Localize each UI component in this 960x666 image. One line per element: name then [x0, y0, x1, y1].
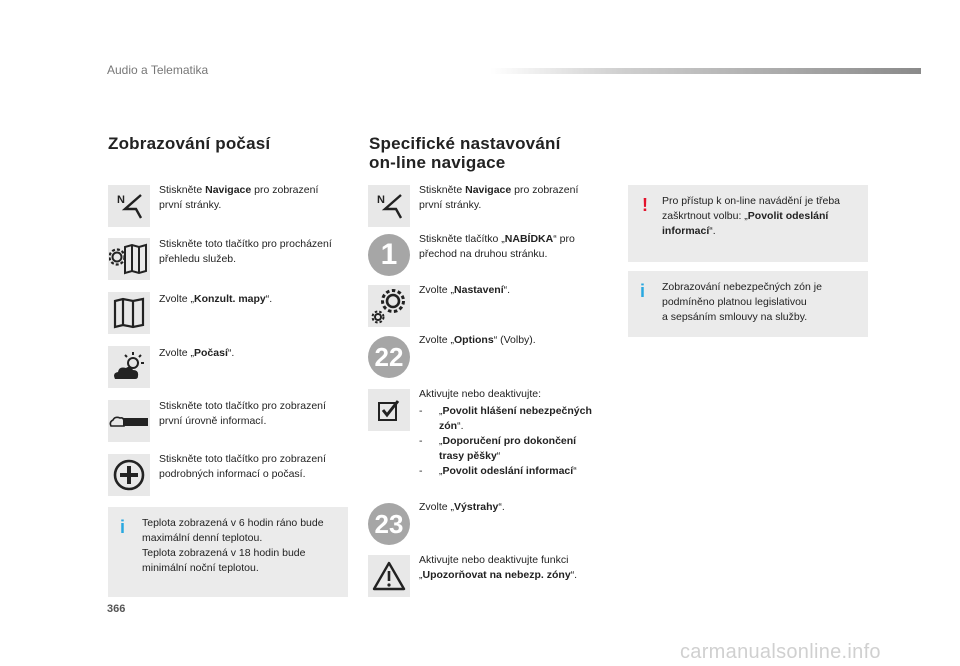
mid-step-1-text: Stiskněte Navigace pro zobrazení první stránky. — [419, 184, 579, 211]
navigation-button-2[interactable] — [368, 185, 410, 227]
toggle-checkbox-button[interactable] — [368, 389, 410, 431]
info-icon: i — [120, 517, 126, 537]
weather-details-button[interactable] — [108, 454, 150, 496]
mid-step-2-text: Stiskněte tlačítko „NABÍDKA“ pro přechod na druhou stránku. — [419, 233, 575, 260]
cloud-info-icon — [109, 414, 149, 428]
first-level-info-button[interactable] — [108, 400, 150, 442]
temperature-info-note: i Teplota zobrazená v 6 hodin ráno bude maximální denní teplotou. Teplota zobrazená v 18 hodin bude minimální noční teplotou. — [108, 507, 348, 597]
exclamation-icon: ! — [642, 195, 648, 215]
checkbox-icon — [377, 398, 401, 422]
services-button[interactable] — [108, 238, 150, 280]
mid-step-4-text: Zvolte „Options“ (Volby). — [419, 334, 536, 346]
left-step-4-text: Zvolte „Počasí“. — [159, 347, 235, 359]
svg-text:N: N — [377, 194, 385, 206]
danger-zone-info-note: i Zobrazování nebezpečných zón je podmíněno platnou legislativou a sepsáním smlouvy na služby. — [628, 271, 868, 337]
section-header: Audio a Telematika — [107, 63, 209, 77]
watermark: carmanualsonline.info — [680, 641, 881, 663]
left-step-3-text: Zvolte „Konzult. mapy“. — [159, 293, 273, 305]
warning-note: ! Pro přístup k on-line navádění je třeba zaškrtnout volbu: „Povolit odeslání informací“. — [628, 185, 868, 262]
compass-n-icon — [374, 191, 404, 221]
navigation-button[interactable] — [108, 185, 150, 227]
compass-n-icon — [114, 191, 144, 221]
left-step-1-text: Stiskněte Navigace pro zobrazení první stránky. — [159, 184, 319, 211]
mid-step-7-text: Aktivujte nebo deaktivujte funkci „Upozorňovat na nebezp. zóny“. — [419, 554, 578, 581]
view-map-button[interactable] — [108, 292, 150, 334]
mid-step-6-text: Zvolte „Výstrahy“. — [419, 501, 505, 513]
services-map-icon — [109, 243, 149, 275]
menu-badge-1[interactable]: 1 — [368, 234, 410, 276]
mid-step-3-text: Zvolte „Nastavení“. — [419, 284, 511, 296]
mid-step-5-text: Aktivujte nebo deaktivujte: - „Povolit hlášení nebezpečných zón“. - „Doporučení pro dokončení trasy pěšky“ - „Povolit odeslání informací“ — [419, 388, 592, 477]
info-icon: i — [640, 281, 646, 301]
svg-text:N: N — [117, 194, 125, 206]
header-bar — [490, 68, 921, 74]
page-number: 366 — [107, 603, 126, 615]
warning-triangle-icon — [372, 561, 406, 591]
left-step-2-text: Stiskněte toto tlačítko pro procházení přehledu služeb. — [159, 238, 332, 265]
map-icon — [112, 297, 146, 329]
left-step-5-text: Stiskněte toto tlačítko pro zobrazení první úrovně informací. — [159, 400, 326, 427]
danger-zone-toggle-button[interactable] — [368, 555, 410, 597]
weather-button[interactable] — [108, 346, 150, 388]
settings-button[interactable] — [368, 285, 410, 327]
left-step-6-text: Stiskněte toto tlačítko pro zobrazení podrobných informací o počasí. — [159, 453, 326, 480]
plus-icon — [112, 458, 146, 492]
alerts-badge-23[interactable]: 23 — [368, 503, 410, 545]
settings-gears-icon — [370, 287, 408, 325]
weather-section-title: Zobrazování počasí — [108, 134, 271, 153]
options-badge-22[interactable]: 22 — [368, 336, 410, 378]
online-nav-section-title: Specifické nastavování on-line navigace — [369, 134, 561, 172]
weather-icon — [111, 351, 147, 383]
